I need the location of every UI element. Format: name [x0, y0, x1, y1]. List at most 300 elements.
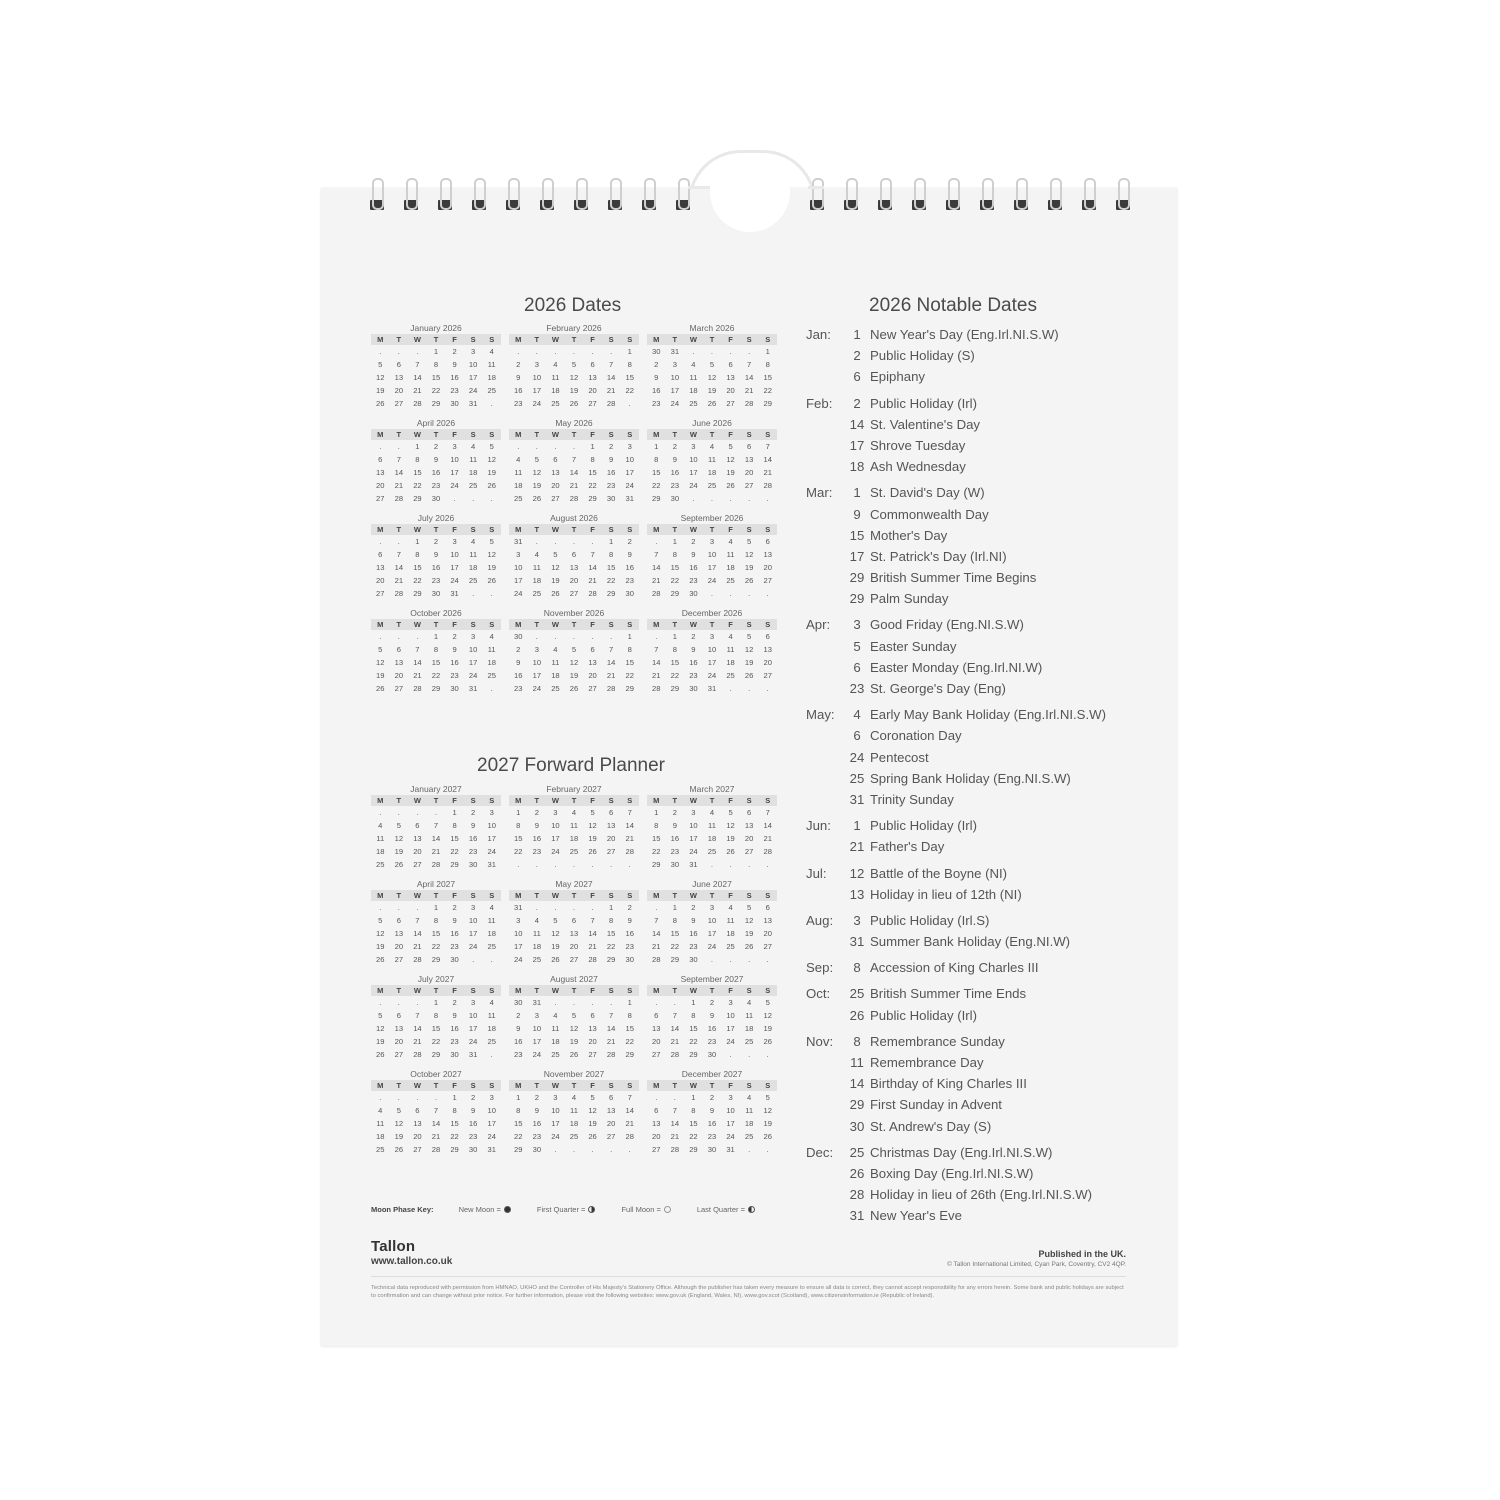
day-cell: 13: [413, 1119, 422, 1128]
notable-month-label: Mar:: [806, 485, 833, 501]
weekday-label: M: [377, 525, 384, 534]
day-cell: 15: [652, 834, 661, 843]
day-cell: 28: [431, 860, 441, 869]
day-cell: 10: [487, 821, 496, 830]
day-cell: 21: [625, 834, 634, 843]
weekday-label: W: [551, 335, 559, 344]
day-cell: 1: [691, 998, 696, 1007]
day-cell: 2: [452, 632, 457, 641]
day-cell: 10: [726, 1106, 735, 1115]
weekday-label: S: [765, 430, 771, 439]
first-quarter-icon: [588, 1206, 595, 1213]
day-cell: 28: [394, 589, 404, 598]
weekday-label: F: [728, 891, 733, 900]
day-cell: 20: [744, 468, 754, 477]
day-cell: 10: [532, 658, 542, 667]
day-grid: [647, 1091, 777, 1156]
month-calendar: [371, 607, 501, 695]
day-cell: 13: [569, 563, 579, 572]
day-cell: 20: [551, 481, 560, 490]
day-cell: 29: [431, 684, 441, 693]
month-calendar: [647, 878, 777, 966]
day-cell: 26: [744, 671, 754, 680]
day-cell: 24: [551, 847, 560, 856]
published-in: Published in the UK.: [1038, 1249, 1126, 1259]
day-cell: 8: [691, 1106, 696, 1115]
day-cell: 5: [378, 360, 383, 369]
day-cell: .: [397, 442, 400, 451]
notable-month-label: May:: [806, 707, 835, 723]
weekday-label: W: [413, 620, 421, 629]
notable-day: 29: [849, 570, 865, 586]
day-grid: [509, 806, 639, 871]
coil-wire: [982, 178, 994, 210]
day-cell: 25: [569, 1132, 579, 1141]
day-cell: 1: [627, 347, 632, 356]
weekday-label: W: [689, 335, 697, 344]
day-cell: 26: [707, 399, 717, 408]
notable-date-row: [806, 678, 1146, 699]
day-cell: 22: [413, 481, 422, 490]
day-cell: 7: [672, 1106, 677, 1115]
day-cell: 15: [625, 1024, 634, 1033]
day-cell: .: [379, 442, 382, 451]
day-cell: 2: [691, 537, 696, 546]
notable-event: St. Patrick's Day (Irl.NI): [870, 548, 1007, 564]
day-cell: 20: [413, 1132, 422, 1141]
day-cell: 28: [652, 589, 661, 598]
day-cell: .: [748, 955, 751, 964]
day-cell: 18: [487, 929, 496, 938]
day-cell: 18: [487, 1024, 496, 1033]
day-cell: 22: [588, 481, 597, 490]
day-cell: 13: [588, 1024, 597, 1033]
day-cell: 6: [553, 455, 558, 464]
day-cell: 22: [625, 1037, 634, 1046]
month-title: August 2027: [550, 974, 598, 984]
weekday-label: S: [627, 620, 633, 629]
day-cell: .: [472, 955, 475, 964]
day-cell: 30: [652, 347, 661, 356]
notable-date-row: [806, 1031, 1146, 1052]
day-cell: 26: [487, 576, 496, 585]
weekday-header: [509, 1080, 639, 1091]
weekday-label: S: [470, 1081, 476, 1090]
weekday-header: [371, 524, 501, 535]
day-cell: 10: [468, 916, 478, 925]
day-cell: 2: [516, 645, 521, 654]
notable-day: 4: [853, 707, 861, 723]
day-cell: 30: [606, 494, 616, 503]
day-cell: .: [416, 632, 419, 641]
day-cell: 28: [670, 1145, 680, 1154]
month-title: December 2027: [681, 1069, 743, 1079]
day-cell: 15: [625, 658, 634, 667]
day-cell: .: [748, 347, 751, 356]
day-cell: 6: [378, 550, 383, 559]
day-cell: 2: [534, 808, 539, 817]
notable-month-group: [806, 983, 1146, 1025]
day-cell: 16: [625, 929, 634, 938]
day-cell: 15: [606, 563, 616, 572]
month-title: January 2026: [410, 323, 462, 333]
day-cell: 9: [516, 373, 521, 382]
notable-month-label: [806, 366, 844, 387]
day-cell: 6: [654, 1106, 659, 1115]
weekday-label: W: [689, 430, 697, 439]
day-cell: 8: [654, 821, 659, 830]
day-cell: 10: [551, 821, 560, 830]
weekday-label: F: [728, 620, 733, 629]
day-cell: 22: [606, 576, 616, 585]
day-cell: 17: [551, 834, 560, 843]
month-calendar: [371, 512, 501, 600]
day-cell: 13: [744, 455, 754, 464]
day-grid: [371, 1091, 501, 1156]
coil-wire: [1050, 178, 1062, 210]
day-cell: 28: [763, 847, 772, 856]
day-cell: 21: [625, 1119, 634, 1128]
day-cell: 21: [588, 576, 597, 585]
notable-date-row: [806, 884, 1146, 905]
day-cell: 31: [468, 684, 478, 693]
day-cell: 2: [452, 998, 457, 1007]
day-cell: 28: [625, 1132, 634, 1141]
day-cell: 29: [625, 1050, 634, 1059]
brand-block: [371, 1238, 452, 1267]
weekday-label: W: [689, 796, 697, 805]
day-cell: 30: [689, 589, 698, 598]
day-cell: 4: [489, 632, 494, 641]
day-grid: [647, 806, 777, 871]
day-cell: 11: [708, 821, 716, 830]
day-cell: 6: [378, 455, 383, 464]
notable-month-label: [806, 1116, 844, 1137]
day-cell: 12: [569, 373, 579, 382]
day-cell: 27: [551, 494, 560, 503]
day-cell: 17: [625, 468, 634, 477]
day-cell: 4: [471, 442, 476, 451]
day-cell: .: [766, 589, 769, 598]
notable-event: Christmas Day (Eng.Irl.NI.S.W): [870, 1144, 1053, 1160]
day-cell: 31: [468, 399, 478, 408]
day-cell: .: [655, 998, 658, 1007]
weekday-label: S: [627, 525, 633, 534]
weekday-label: F: [452, 525, 457, 534]
weekday-label: S: [765, 525, 771, 534]
day-cell: 27: [376, 494, 385, 503]
day-cell: 19: [394, 847, 404, 856]
day-cell: 17: [514, 576, 523, 585]
day-cell: 9: [691, 550, 696, 559]
day-cell: 7: [654, 550, 659, 559]
day-cell: 30: [689, 955, 698, 964]
day-cell: 13: [588, 373, 597, 382]
day-cell: 30: [431, 494, 441, 503]
day-cell: 18: [726, 658, 735, 667]
day-cell: 16: [689, 563, 698, 572]
day-cell: 15: [413, 563, 422, 572]
day-cell: 11: [551, 658, 560, 667]
binding-coil: [608, 178, 622, 214]
day-cell: .: [766, 494, 769, 503]
day-cell: 29: [763, 399, 772, 408]
day-cell: 13: [569, 929, 579, 938]
binding-coil: [370, 178, 384, 214]
day-cell: 24: [532, 1050, 542, 1059]
day-cell: 13: [551, 468, 560, 477]
notable-month-label: [806, 1163, 844, 1184]
day-cell: 17: [450, 563, 459, 572]
weekday-label: S: [746, 796, 752, 805]
day-cell: .: [591, 347, 594, 356]
day-cell: .: [591, 998, 594, 1007]
day-cell: 10: [532, 373, 542, 382]
weekday-label: T: [396, 335, 402, 344]
day-cell: 8: [654, 455, 659, 464]
day-cell: 16: [514, 671, 523, 680]
month-calendar: [371, 417, 501, 505]
day-cell: 29: [431, 955, 441, 964]
day-cell: 25: [726, 671, 735, 680]
weekday-label: S: [746, 891, 752, 900]
notable-event: British Summer Time Begins: [870, 570, 1037, 586]
notable-event: Easter Sunday: [870, 638, 957, 654]
day-cell: 14: [625, 821, 634, 830]
weekday-header: [509, 429, 639, 440]
day-cell: 8: [433, 1011, 439, 1020]
day-cell: 3: [471, 632, 476, 641]
day-cell: .: [766, 955, 769, 964]
notable-day: 1: [853, 485, 861, 501]
day-cell: 2: [471, 1093, 476, 1102]
coil-wire: [576, 178, 588, 210]
day-cell: 13: [726, 373, 735, 382]
day-cell: 29: [431, 1050, 441, 1059]
weekday-label: M: [377, 986, 384, 995]
new-moon-label: New Moon =: [458, 1205, 501, 1214]
day-cell: .: [655, 1093, 658, 1102]
weekday-label: T: [534, 986, 540, 995]
day-cell: 20: [394, 1037, 404, 1046]
weekday-label: S: [489, 335, 495, 344]
day-cell: 3: [534, 645, 539, 654]
weekday-label: M: [515, 1081, 522, 1090]
day-cell: 3: [489, 1093, 494, 1102]
day-cell: 10: [551, 1106, 560, 1115]
weekday-label: S: [765, 1081, 771, 1090]
day-cell: 18: [689, 386, 698, 395]
day-cell: 21: [744, 386, 754, 395]
day-cell: 9: [654, 373, 659, 382]
day-cell: 15: [514, 1119, 523, 1128]
weekday-label: T: [709, 986, 715, 995]
day-cell: 23: [689, 576, 698, 585]
day-cell: 5: [489, 537, 494, 546]
day-cell: .: [535, 442, 538, 451]
day-cell: 8: [609, 916, 614, 925]
day-cell: 14: [625, 1106, 634, 1115]
day-cell: .: [535, 860, 538, 869]
day-cell: 29: [450, 1145, 459, 1154]
day-cell: 29: [652, 860, 661, 869]
month-title: May 2027: [555, 879, 593, 889]
day-cell: 3: [627, 442, 632, 451]
day-cell: 23: [670, 847, 680, 856]
day-cell: 26: [394, 1145, 404, 1154]
day-cell: 9: [691, 645, 696, 654]
day-cell: 19: [394, 1132, 404, 1141]
notable-month-label: [806, 747, 844, 768]
day-cell: 14: [588, 563, 597, 572]
binding-coil: [1048, 178, 1062, 214]
notable-date-row: [806, 435, 1146, 456]
day-cell: 26: [532, 494, 542, 503]
day-cell: 5: [378, 645, 383, 654]
coil-wire: [1016, 178, 1028, 210]
day-cell: 17: [689, 834, 698, 843]
day-cell: 13: [376, 468, 385, 477]
day-cell: 22: [670, 576, 680, 585]
weekday-label: T: [534, 796, 540, 805]
day-cell: 29: [606, 955, 616, 964]
day-cell: 18: [514, 481, 523, 490]
coil-wire: [508, 178, 520, 210]
day-cell: .: [591, 632, 594, 641]
weekday-header: [647, 1080, 777, 1091]
day-cell: 7: [433, 1106, 439, 1115]
weekday-label: T: [571, 986, 577, 995]
weekday-label: S: [608, 335, 614, 344]
day-cell: 24: [514, 589, 523, 598]
day-cell: 20: [763, 929, 772, 938]
notable-day: 8: [853, 960, 861, 976]
day-cell: 8: [415, 455, 420, 464]
day-cell: 8: [516, 1106, 521, 1115]
day-cell: 16: [431, 468, 441, 477]
day-cell: 5: [747, 632, 752, 641]
weekday-label: T: [396, 525, 402, 534]
weekday-label: S: [489, 796, 495, 805]
day-cell: 6: [765, 537, 770, 546]
binding-coil: [1116, 178, 1130, 214]
day-cell: .: [490, 399, 493, 408]
weekday-header: [647, 619, 777, 630]
day-cell: 14: [413, 929, 422, 938]
day-cell: .: [535, 537, 538, 546]
notable-date-row: [806, 567, 1146, 588]
day-cell: 10: [487, 1106, 496, 1115]
day-cell: 9: [471, 1106, 476, 1115]
day-cell: 15: [431, 1024, 441, 1033]
day-cell: .: [628, 1145, 631, 1154]
day-cell: 25: [487, 1037, 496, 1046]
month-title: April 2026: [416, 418, 456, 428]
day-cell: 17: [487, 834, 496, 843]
day-cell: 18: [468, 563, 478, 572]
day-cell: 22: [514, 1132, 523, 1141]
day-cell: 22: [514, 847, 523, 856]
day-cell: 20: [569, 942, 579, 951]
day-cell: 19: [376, 942, 385, 951]
day-cell: 25: [726, 576, 735, 585]
weekday-label: S: [489, 986, 495, 995]
weekday-label: S: [608, 986, 614, 995]
notable-month-label: Jan:: [806, 327, 831, 342]
month-calendar: [509, 878, 639, 966]
day-cell: .: [535, 347, 538, 356]
day-cell: 8: [415, 550, 420, 559]
month-calendar: [647, 973, 777, 1061]
day-cell: 24: [625, 481, 634, 490]
day-cell: 17: [487, 1119, 496, 1128]
day-cell: 31: [487, 860, 496, 869]
weekday-label: S: [627, 1081, 633, 1090]
notable-day: 11: [850, 1055, 864, 1070]
day-cell: 12: [487, 550, 496, 559]
day-cell: 19: [569, 671, 579, 680]
day-cell: 1: [627, 998, 632, 1007]
notable-event: Epiphany: [870, 369, 925, 385]
day-cell: 19: [744, 929, 754, 938]
day-cell: 7: [609, 1011, 614, 1020]
notable-month-label: Nov:: [806, 1033, 834, 1049]
day-cell: 3: [489, 808, 494, 817]
month-title: February 2026: [546, 323, 602, 333]
weekday-label: F: [452, 986, 457, 995]
day-cell: 2: [654, 360, 659, 369]
day-cell: 11: [376, 1119, 385, 1128]
day-cell: .: [397, 347, 400, 356]
day-cell: 25: [468, 576, 478, 585]
day-cell: 26: [569, 399, 579, 408]
day-cell: 20: [763, 658, 772, 667]
coil-wire: [678, 178, 690, 210]
day-cell: 10: [670, 373, 680, 382]
day-cell: 17: [670, 386, 680, 395]
day-cell: .: [729, 494, 732, 503]
day-cell: 31: [726, 1145, 735, 1154]
day-cell: 4: [571, 808, 577, 817]
weekday-label: S: [746, 986, 752, 995]
day-cell: 26: [376, 684, 385, 693]
day-cell: 3: [516, 916, 521, 925]
day-cell: 6: [590, 360, 595, 369]
day-cell: 1: [627, 632, 632, 641]
day-cell: .: [379, 1093, 382, 1102]
day-cell: 22: [670, 942, 680, 951]
weekday-label: M: [653, 986, 660, 995]
day-cell: 3: [728, 998, 733, 1007]
notable-day: 25: [849, 770, 865, 786]
day-cell: 29: [670, 684, 680, 693]
day-cell: 9: [534, 1106, 539, 1115]
day-cell: 27: [606, 847, 616, 856]
day-cell: 12: [376, 658, 385, 667]
day-cell: 13: [763, 916, 772, 925]
month-calendar: [371, 973, 501, 1061]
day-cell: 5: [590, 1093, 595, 1102]
day-cell: 11: [532, 563, 541, 572]
month-title: July 2027: [417, 974, 455, 984]
day-cell: 18: [551, 671, 560, 680]
day-cell: 22: [431, 386, 441, 395]
day-grid: [371, 440, 501, 505]
day-grid: [371, 996, 501, 1061]
day-grid: [647, 901, 777, 966]
day-cell: 6: [415, 821, 420, 830]
day-cell: 23: [689, 671, 698, 680]
